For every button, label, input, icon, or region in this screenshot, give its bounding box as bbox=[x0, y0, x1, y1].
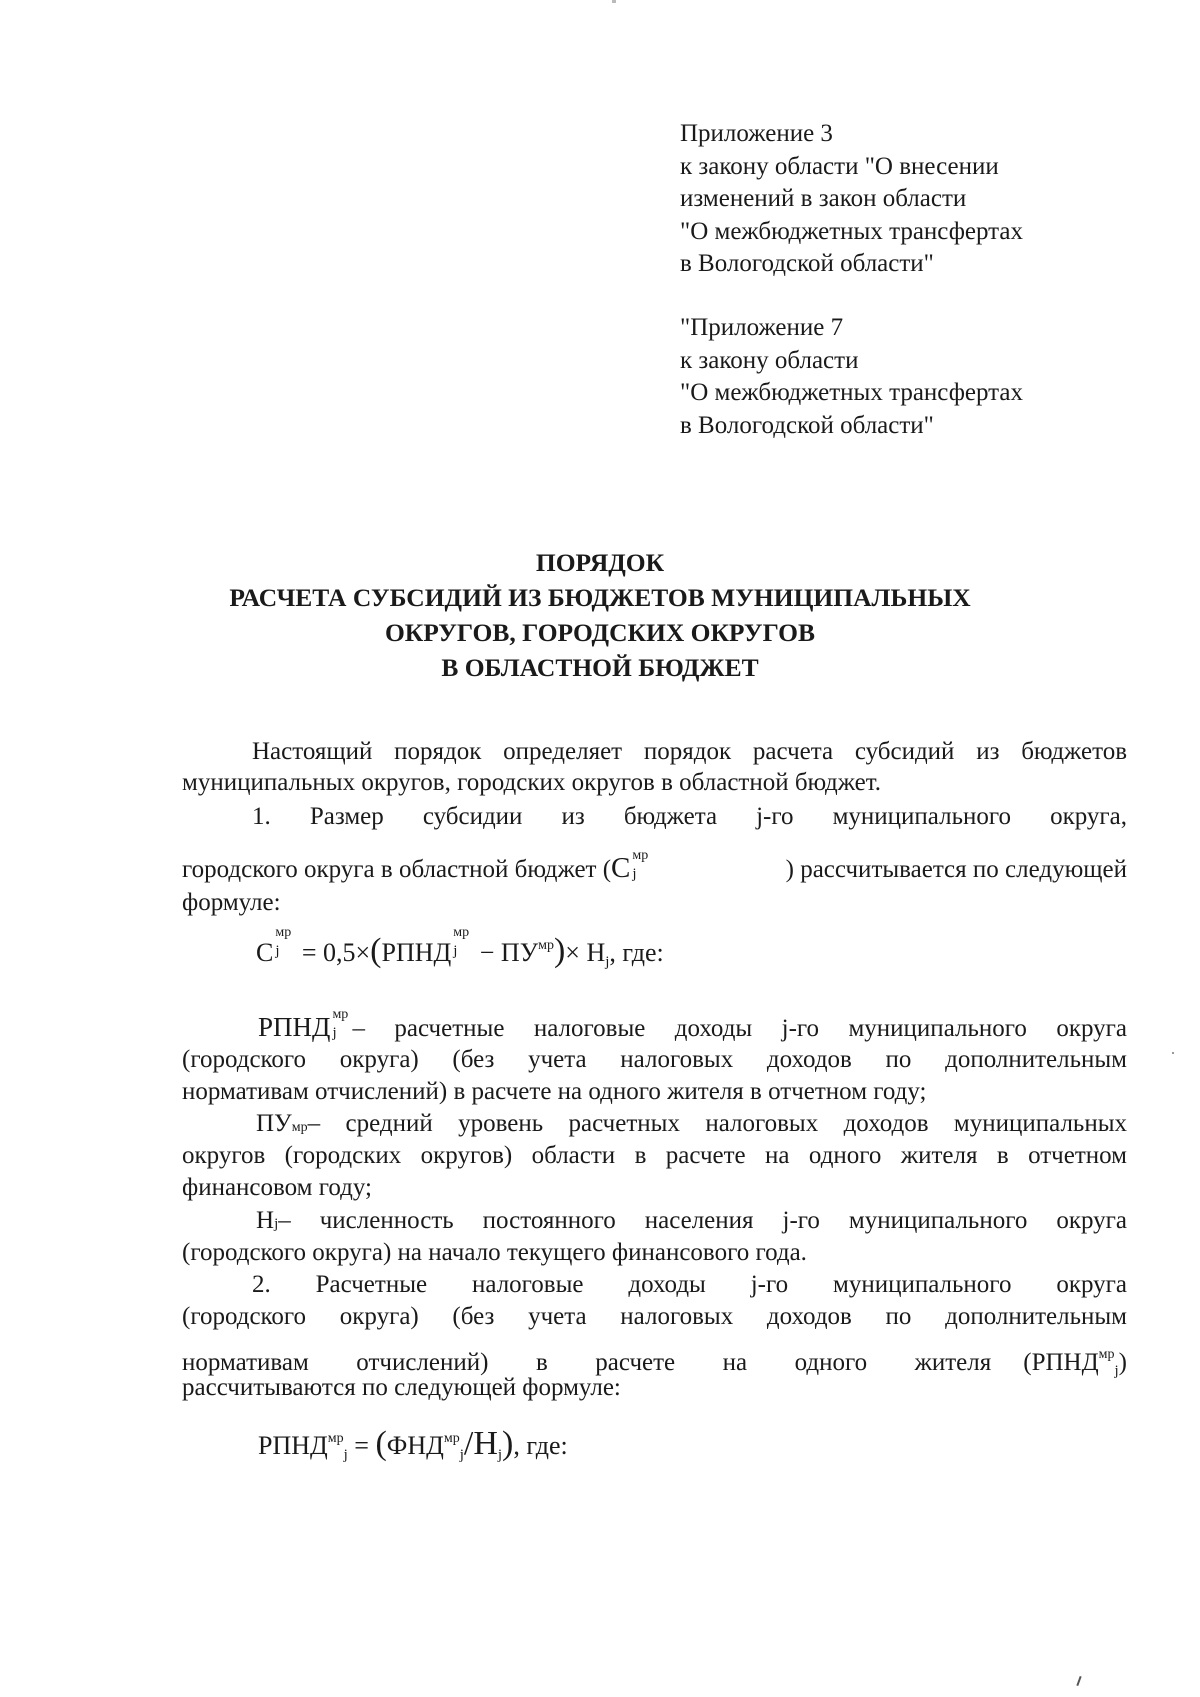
appendix-line: к закону области bbox=[680, 346, 859, 374]
intro-line: муниципальных округов, городских округов в областной бюджет. bbox=[182, 769, 882, 796]
formula-paren: ( bbox=[370, 932, 382, 969]
formula-index bbox=[451, 925, 473, 961]
appendix-line: "О межбюджетных трансфертах bbox=[680, 379, 1024, 406]
formula-index bbox=[630, 848, 652, 882]
appendix-header bbox=[680, 312, 1023, 442]
formula-subscript: j bbox=[453, 943, 458, 959]
item1-text-post: ) рассчитывается по следующей bbox=[785, 856, 1127, 883]
formula-tail: , где: bbox=[513, 1431, 568, 1460]
definition-rpnd bbox=[258, 1007, 1127, 1044]
formula-symbol: ПУ bbox=[256, 1110, 292, 1137]
formula-symbol: РПНД bbox=[258, 1431, 328, 1460]
item2-symbol bbox=[1023, 1340, 1127, 1386]
item2-line: 2. Расчетные налоговые доходы j-го муниципального округа bbox=[252, 1271, 1127, 1298]
definition-text: – средний уровень расчетных налоговых доходов муниципальных bbox=[307, 1110, 1127, 1137]
formula-operator: × H bbox=[565, 938, 606, 967]
definition-pu bbox=[256, 1109, 1127, 1143]
definition-line: нормативам отчислений) в расчете на одного жителя в отчетном году; bbox=[182, 1078, 927, 1105]
definition-h bbox=[256, 1206, 1127, 1239]
item2-line: рассчитываются по следующей формуле: bbox=[182, 1374, 621, 1401]
title-line: ОКРУГОВ, ГОРОДСКИХ ОКРУГОВ bbox=[384, 618, 816, 647]
appendix-line: к закону области "О внесении bbox=[680, 152, 999, 180]
formula-subsidy bbox=[256, 925, 664, 971]
formula-superscript: мр bbox=[1098, 1347, 1115, 1362]
appendix-line: изменений в закон области bbox=[680, 185, 967, 212]
appendix-line: "Приложение 7 bbox=[680, 314, 844, 341]
formula-subscript: j bbox=[275, 943, 280, 959]
document-title bbox=[0, 545, 1200, 685]
formula-subscript: j bbox=[632, 866, 637, 882]
formula-superscript: мр bbox=[443, 1431, 460, 1446]
formula-subscript: j bbox=[605, 954, 610, 970]
formula-symbol: РПНД bbox=[381, 938, 452, 967]
item1-line bbox=[182, 848, 1127, 885]
item1-text-pre: городского округа в областной бюджет ( bbox=[182, 856, 612, 883]
formula-superscript: мр bbox=[327, 1431, 344, 1446]
formula-subscript: j bbox=[1114, 1363, 1119, 1379]
definition-line: финансовом году; bbox=[182, 1174, 373, 1201]
formula-symbol: H bbox=[256, 1207, 275, 1234]
definition-line: (городского округа) на начало текущего финансового года. bbox=[182, 1239, 807, 1266]
definition-line: (городского округа) (без учета налоговых доходов по дополнительным bbox=[182, 1046, 1127, 1073]
formula-symbol: ФНД bbox=[386, 1431, 444, 1460]
appendix-header bbox=[680, 118, 1023, 281]
formula-superscript: мр bbox=[453, 925, 470, 940]
formula-index bbox=[330, 1007, 352, 1041]
formula-symbol: C bbox=[611, 852, 631, 884]
formula-tail: , где: bbox=[609, 938, 664, 967]
item1-line: 1. Размер субсидии из бюджета j-го муниципального округа, bbox=[252, 803, 1127, 830]
formula-superscript: мр bbox=[538, 938, 554, 953]
formula-operator: = 0,5× bbox=[295, 938, 371, 967]
formula-superscript: мр bbox=[275, 925, 292, 940]
formula-index bbox=[273, 925, 295, 961]
formula-paren: ( bbox=[375, 1425, 387, 1462]
formula-symbol: (РПНД bbox=[1023, 1349, 1099, 1376]
definition-text: – расчетные налоговые доходы j-го муниципального округа bbox=[352, 1015, 1127, 1042]
formula-paren: ) bbox=[1118, 1349, 1127, 1376]
appendix-line: Приложение 3 bbox=[680, 120, 833, 147]
appendix-line: в Вологодской области" bbox=[680, 411, 934, 439]
title-line: ПОРЯДОК bbox=[535, 548, 665, 577]
formula-paren: ) bbox=[502, 1425, 514, 1462]
title-line: РАСЧЕТА СУБСИДИЙ ИЗ БЮДЖЕТОВ МУНИЦИПАЛЬНЫХ bbox=[229, 583, 971, 612]
definition-text: – численность постоянного населения j-го муниципального округа bbox=[278, 1207, 1127, 1234]
formula-superscript: мр bbox=[291, 1120, 308, 1135]
intro-line: Настоящий порядок определяет порядок расчета субсидий из бюджетов bbox=[252, 738, 1127, 765]
title-line: В ОБЛАСТНОЙ БЮДЖЕТ bbox=[441, 653, 759, 682]
formula-rpnd bbox=[258, 1425, 568, 1464]
item1-line: формуле: bbox=[182, 889, 281, 916]
formula-symbol: РПНД bbox=[258, 1012, 331, 1042]
formula-subscript: j bbox=[343, 1447, 348, 1463]
item1-text bbox=[182, 848, 652, 885]
formula-superscript: мр bbox=[632, 848, 649, 863]
scan-mark bbox=[612, 0, 616, 3]
formula-symbol: C bbox=[256, 938, 274, 967]
formula-subscript: j bbox=[497, 1447, 503, 1463]
item2-line: (городского округа) (без учета налоговых доходов по дополнительным bbox=[182, 1303, 1127, 1330]
formula-superscript: мр bbox=[332, 1007, 349, 1022]
formula-operator: = bbox=[347, 1431, 376, 1460]
item2-text: нормативам отчислений) в расчете на одного жителя bbox=[182, 1349, 992, 1376]
formula-subscript: j bbox=[274, 1216, 279, 1232]
definition-line: округов (городских округов) области в расчете на одного жителя в отчетном bbox=[182, 1142, 1127, 1169]
formula-operator: − ПУ bbox=[473, 938, 539, 967]
formula-subscript: j bbox=[332, 1025, 337, 1041]
appendix-line: в Вологодской области" bbox=[680, 250, 934, 277]
scan-mark bbox=[1076, 1676, 1081, 1686]
appendix-line: "О межбюджетных трансфертах bbox=[680, 217, 1024, 245]
formula-paren: ) bbox=[553, 932, 566, 969]
scan-mark bbox=[1172, 1052, 1174, 1054]
formula-operator: /H bbox=[463, 1425, 498, 1462]
formula-subscript: j bbox=[459, 1447, 464, 1463]
